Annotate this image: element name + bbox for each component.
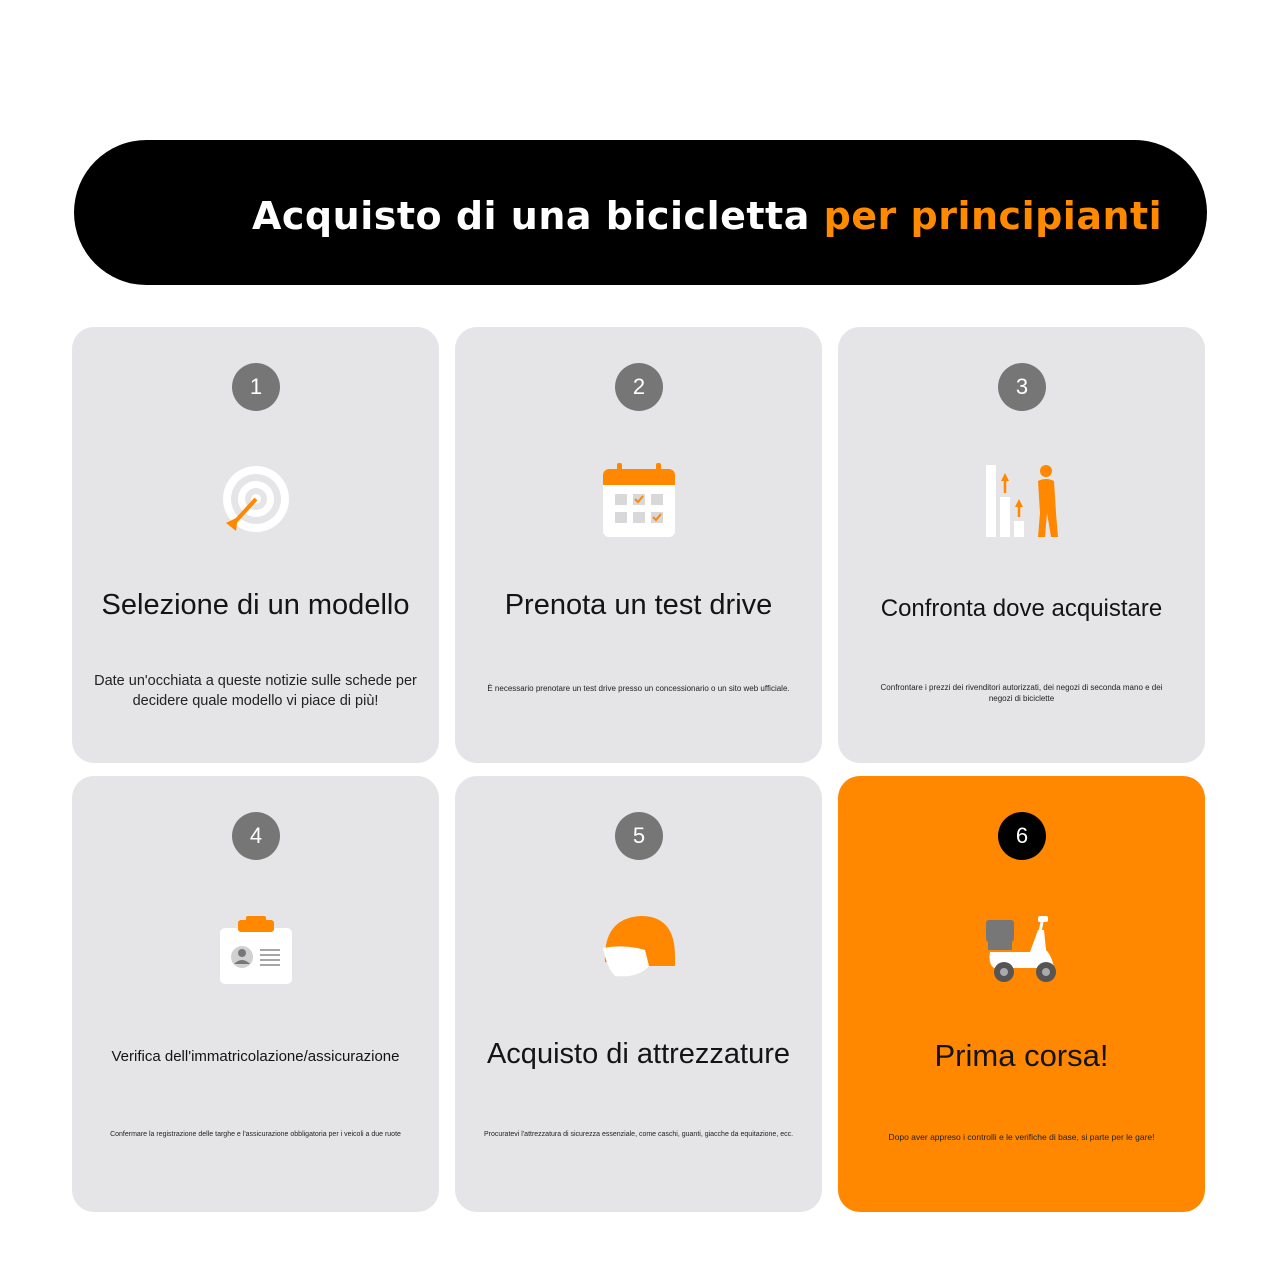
step-title: Prenota un test drive [504,589,773,621]
step-card-4 [72,776,439,1212]
step-number-badge: 5 [615,812,663,860]
step-title: Acquisto di attrezzature [486,1038,791,1070]
step-description: Dopo aver appreso i controlli e le verifiche di base, si parte per le gare! [888,1132,1155,1142]
step-card-6 [838,776,1205,1212]
search-icon [0,0,62,62]
step-title: Selezione di un modello [101,589,410,621]
step-description: Date un'occhiata a queste notizie sulle schede per decidere quale modello vi piace di più! [94,673,417,710]
title-main: Acquisto di una bicicletta [252,194,824,238]
step-number-badge: 2 [615,363,663,411]
step-number-badge: 4 [232,812,280,860]
step-card-5 [455,776,822,1212]
step-card-3 [838,327,1205,763]
target-dart-icon [220,457,292,537]
step-number-badge: 1 [232,363,280,411]
step-card-2 [455,327,822,763]
step-description: È necessario prenotare un test drive presso un concessionario o un sito web ufficiale. [487,684,790,693]
step-description: Confermare la registrazione delle targhe e l'assicurazione obbligatoria per i veicoli a due ruote [110,1131,401,1138]
step-title: Verifica dell'immatricolazione/assicurazione [111,1048,400,1065]
price-compare-icon [986,457,1058,537]
page-title [252,188,1162,248]
step-title: Confronta dove acquistare [880,595,1163,622]
step-number-badge: 3 [998,363,1046,411]
step-description: Procuratevi l'attrezzatura di sicurezza essenziale, come caschi, guanti, giacche da equitazione, ecc. [483,1131,794,1138]
id-card-icon [220,906,292,986]
scooter-icon [986,906,1058,986]
helmet-icon [603,906,675,986]
step-title: Prima corsa! [934,1038,1109,1073]
step-number-badge: 6 [998,812,1046,860]
step-card-1 [72,327,439,763]
title-highlight: per principianti [823,194,1163,238]
calendar-icon [603,457,675,537]
step-description: Confrontare i prezzi dei rivenditori autorizzati, dei negozi di seconda mano e dei negozi di biciclette [880,683,1163,704]
